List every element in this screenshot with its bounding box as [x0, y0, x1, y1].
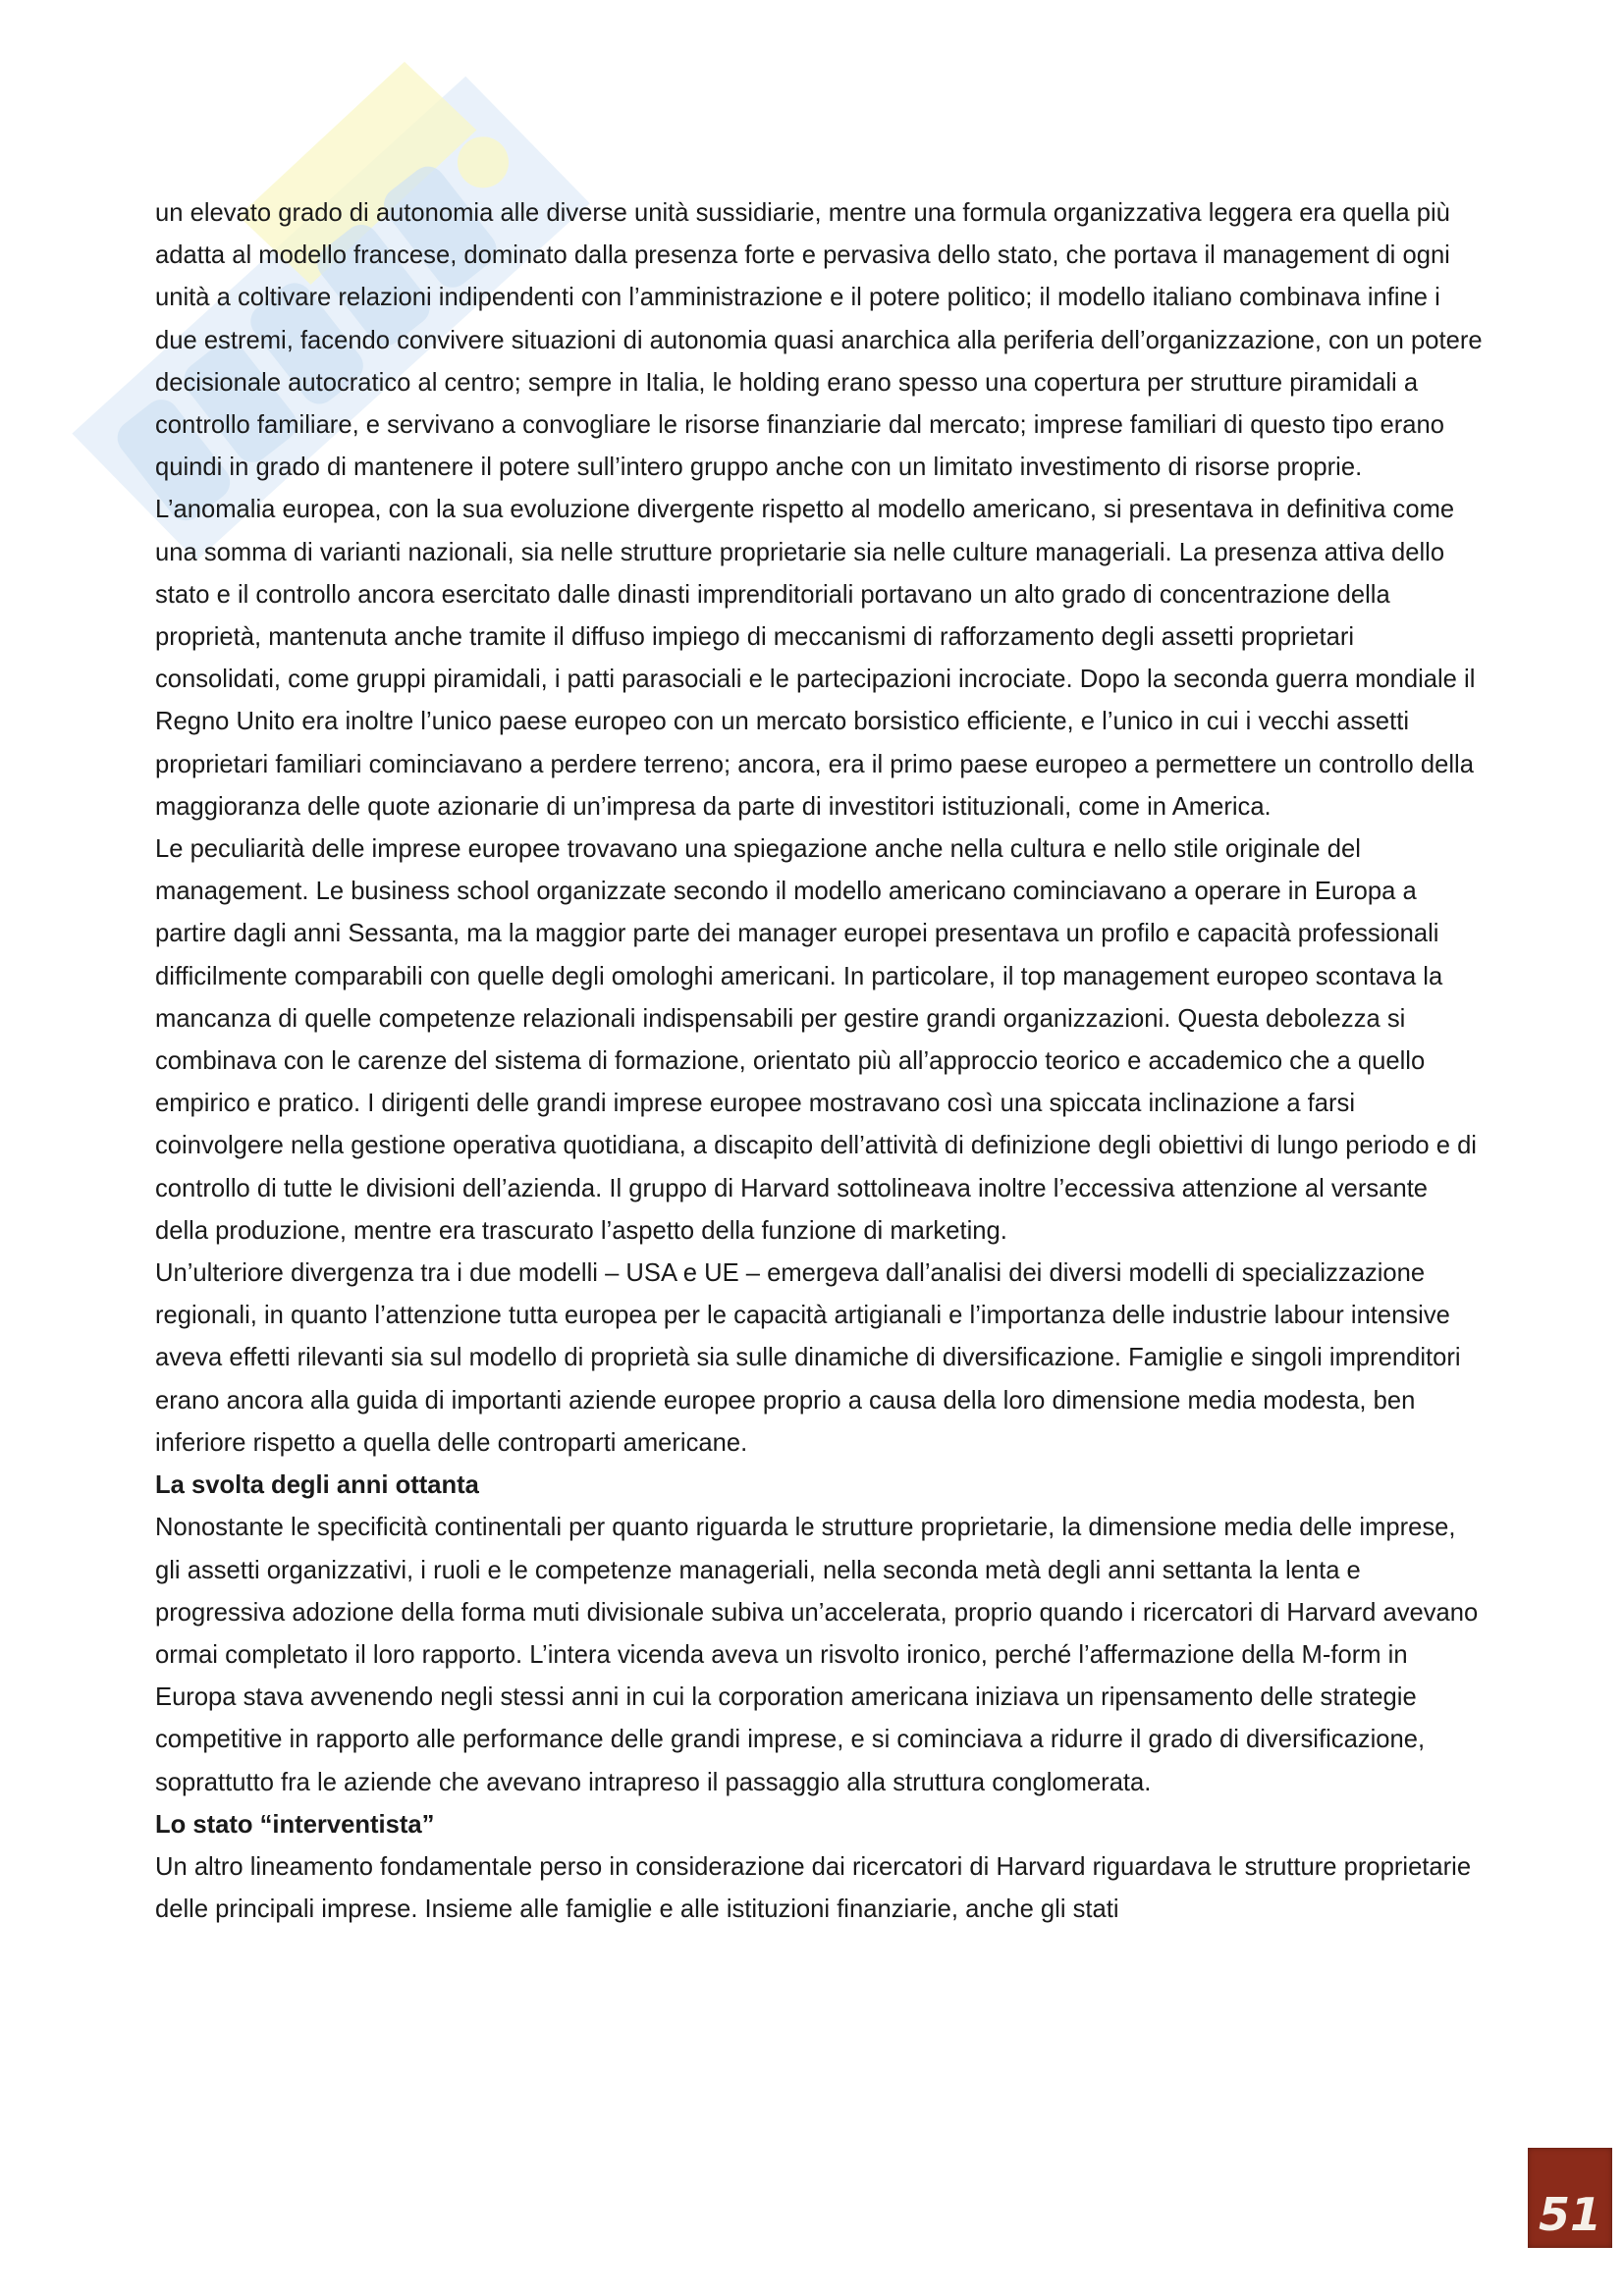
watermark-dot	[447, 127, 518, 198]
document-body	[155, 192, 1487, 1931]
paragraph: Un’ulteriore divergenza tra i due modelli – USA e UE – emergeva dall’analisi dei diversi modelli di specializzazione regionali, in quanto l’attenzione tutta europea per le capacità artigianali e l’importanza delle industrie labour intensive aveva effetti rilevanti sia sul modello di proprietà sia sulle dinamiche di diversificazione. Famiglie e singoli imprenditori erano ancora alla guida di importanti aziende europee proprio a causa della loro dimensione media modesta, ben inferiore rispetto a quella delle controparti americane.	[155, 1259, 1461, 1457]
page-number-badge	[1528, 2148, 1612, 2248]
page-number: 51	[1538, 2188, 1601, 2241]
paragraph: Le peculiarità delle imprese europee trovavano una spiegazione anche nella cultura e nello stile originale del management. Le business school organizzate secondo il modello americano cominciavano a operare in Europa a partire dagli anni Sessanta, ma la maggior parte dei manager europei presentava un profilo e capacità professionali difficilmente comparabili con quelle degli omologhi americani. In particolare, il top management europeo scontava la mancanza di quelle competenze relazionali indispensabili per gestire grandi organizzazioni. Questa debolezza si combinava con le carenze del sistema di formazione, orientato più all’approccio teorico e accademico che a quello empirico e pratico. I dirigenti delle grandi imprese europee mostravano così una spiccata inclinazione a farsi coinvolgere nella gestione operativa quotidiana, a discapito dell’attività di definizione degli obiettivi di lungo periodo e di controllo di tutte le divisioni dell’azienda. Il gruppo di Harvard sottolineava inoltre l’eccessiva attenzione al versante della produzione, mentre era trascurato l’aspetto della funzione di marketing.	[155, 835, 1477, 1245]
paragraph: Un altro lineamento fondamentale perso in considerazione dai ricercatori di Harvard riguardava le strutture proprietarie delle principali imprese. Insieme alle famiglie e alle istituzioni finanziarie, anche gli stati	[155, 1852, 1472, 1924]
paragraph: L’anomalia europea, con la sua evoluzione divergente rispetto al modello americano, si presentava in definitiva come una somma di varianti nazionali, sia nelle strutture proprietarie sia nelle culture manageriali. La presenza attiva dello stato e il controllo ancora esercitato dalle dinasti imprenditoriali portavano un alto grado di concentrazione della proprietà, mantenuta anche tramite il diffuso impiego di meccanismi di rafforzamento degli assetti proprietari consolidati, come gruppi piramidali, i patti parasociali e le partecipazioni incrociate. Dopo la seconda guerra mondiale il Regno Unito era inoltre l’unico paese europeo con un mercato borsistico efficiente, e l’unico in cui i vecchi assetti proprietari familiari cominciavano a perdere terreno; ancora, era il primo paese europeo a permettere un controllo della maggioranza delle quote azionarie di un’impresa da parte di investitori istituzionali, come in America.	[155, 496, 1476, 821]
section-heading: Lo stato “interventista”	[155, 1810, 435, 1839]
paragraph: Nonostante le specificità continentali per quanto riguarda le strutture proprietarie, la dimensione media delle imprese, gli assetti organizzativi, i ruoli e le competenze manageriali, nella seconda metà degli anni settanta la lenta e progressiva adozione della forma muti divisionale subiva un’accelerata, proprio quando i ricercatori di Harvard avevano ormai completato il loro rapporto. L’intera vicenda aveva un risvolto ironico, perché l’affermazione della M-form in Europa stava avvenendo negli stessi anni in cui la corporation americana iniziava un ripensamento delle strategie competitive in rapporto alle performance delle grandi imprese, e si cominciava a ridurre il grado di diversificazione, soprattutto fra le aziende che avevano intrapreso il passaggio alla struttura conglomerata.	[155, 1514, 1479, 1796]
paragraph: un elevato grado di autonomia alle diverse unità sussidiarie, mentre una formula organizzativa leggera era quella più adatta al modello francese, dominato dalla presenza forte e pervasiva dello stato, che portava il management di ogni unità a coltivare relazioni indipendenti con l’amministrazione e il potere politico; il modello italiano combinava infine i due estremi, facendo convivere situazioni di autonomia quasi anarchica alla periferia dell’organizzazione, con un potere decisionale autocratico al centro; sempre in Italia, le holding erano spesso una copertura per strutture piramidali a controllo familiare, e servivano a convogliare le risorse finanziarie dal mercato; imprese familiari di questo tipo erano quindi in grado di mantenere il potere sull’intero gruppo anche con un limitato investimento di risorse proprie.	[155, 199, 1483, 482]
section-heading: La svolta degli anni ottanta	[155, 1471, 479, 1500]
